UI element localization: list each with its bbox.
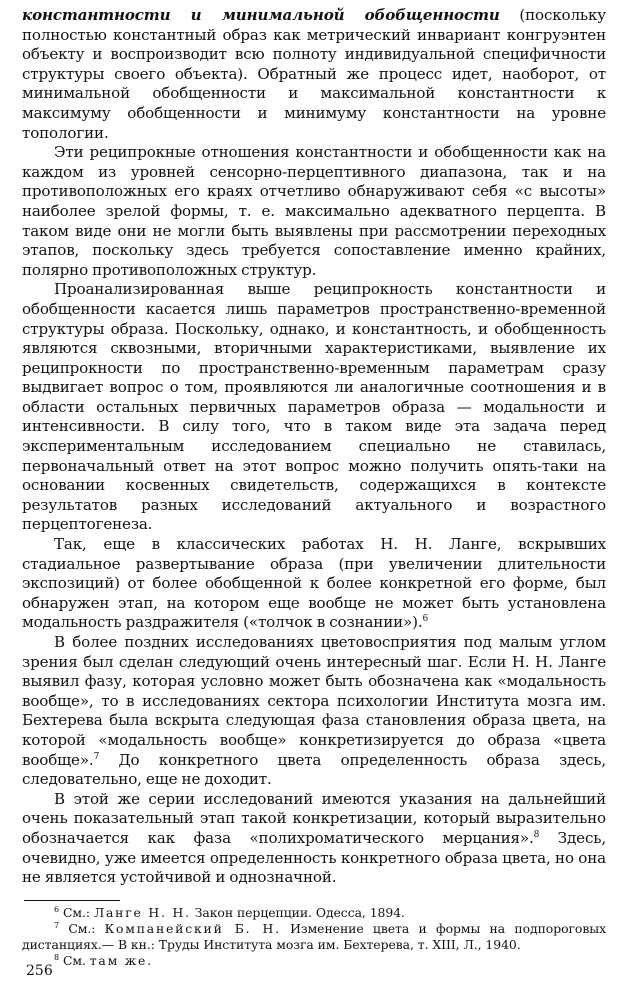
footnote-ref: 7 bbox=[93, 751, 100, 762]
paragraph-text: Здесь, очевидно, уже имеется определенность конкретного образа цвета, но она не является устойчивой и однозначной. bbox=[22, 828, 606, 887]
footnote: $^6$ См.: Ланге Н. Н. Закон перцепции. Одесса, 1894. bbox=[54, 904, 405, 920]
paragraph bbox=[22, 6, 606, 143]
footnote-divider bbox=[24, 900, 120, 901]
main-text bbox=[22, 6, 606, 888]
paragraph bbox=[22, 535, 606, 633]
footnote-author: Ланге Н. Н. bbox=[93, 904, 191, 920]
footnote-ref: 6 bbox=[422, 614, 429, 625]
footnote: $^7$ См.: Компанейский Б. Н. Изменение цвета и формы на подпороговых дистанциях.— В кн.: Труды Института мозга им. Бехтерева, т. XIII, Л., 1940. bbox=[22, 920, 607, 953]
paragraph-text: Так, еще в классических работах Н. Н. Ланге, вскрывших стадиальное развертывание образа (при увеличении длительности экспозиций) от более обобщенной к более конкретной его форме, был обнаружен этап, на котором еще вообще не может быть установлена модальность раздражителя («толчок в сознании»). bbox=[22, 535, 606, 632]
footnote-number: 6 bbox=[54, 904, 60, 914]
book-page bbox=[22, 6, 606, 970]
paragraph: Эти реципрокные отношения константности и обобщенности как на каждом из уровней сенсорно-перцептивного диапазона, так и на противоположных его краях отчетливо обнаруживают себя «с высоты» наиболее зрелой формы, т. е. максимально адекватного перцепта. В таком виде они не могли быть выявлены при рассмотрении переходных этапов, поскольку здесь требуется сопоставление именно крайних, полярно противоположных структур. bbox=[22, 143, 606, 279]
paragraph-text: До конкретного цвета определенность образа здесь, следовательно, еще не доходит. bbox=[22, 750, 606, 789]
paragraph: Проанализированная выше реципрокность константности и обобщенности касается лишь параметров пространственно-временной структуры образа. Поскольку, однако, и константность, и обобщенность являются сквозными, вторичными характеристиками, выявление их реципрокности по пространственно-временным параметрам сразу выдвигает вопрос о том, проявляются ли аналогичные соотношения и в области остальных первичных параметров образа — модальности и интенсивности. В силу того, что в таком виде эта задача перед экспериментальным исследованием специально не ставилась, первоначальный ответ на этот вопрос можно получить опять-таки на основании косвенных свидетельств, содержащихся в контексте результатов разных исследований актуального и возрастного перцептогенеза. bbox=[22, 280, 606, 534]
footnote-number: 8 bbox=[54, 953, 60, 963]
paragraph bbox=[22, 633, 606, 790]
paragraph-text: В более поздних исследованиях цветовосприятия под малым углом зрения был сделан следующий очень интересный шаг. Если Н. Н. Ланге выявил фазу, которая условно может быть обозначена как «модальность вообще», то в исследованиях сектора психологии Института мозга им. Бехтерева была вскрыта следующая фаза становления образа цвета, на которой «модальность вообще» конкретизируется до образа «цвета вообще». bbox=[22, 633, 606, 769]
paragraph-text: В этой же серии исследований имеются указания на дальнейший очень показательный этап такой конкретизации, который выразительно обозначается как фаза «полихроматического мерцания». bbox=[22, 789, 606, 847]
page-number: 256 bbox=[26, 963, 53, 979]
paragraph-text: (поскольку полностью константный образ как метрический инвариант конгруэнтен объекту и воспроизводит всю полноту индивидуальной специфичности структуры своего объекта). Обратный же процесс идет, наоборот, от минимальной обобщенности и максимальной константности к максимуму обобщенности и минимуму константности на уровне топологии. bbox=[22, 6, 607, 142]
footnote-author: Компанейский Б. Н. bbox=[104, 920, 281, 936]
footnote: $^8$ См. там же. bbox=[54, 953, 153, 969]
footnotes bbox=[22, 905, 606, 970]
italic-lead: константности и минимальной обобщенности bbox=[22, 6, 500, 24]
footnote-number: 7 bbox=[54, 920, 60, 930]
footnote-ref: 8 bbox=[533, 829, 540, 840]
paragraph bbox=[22, 790, 606, 888]
